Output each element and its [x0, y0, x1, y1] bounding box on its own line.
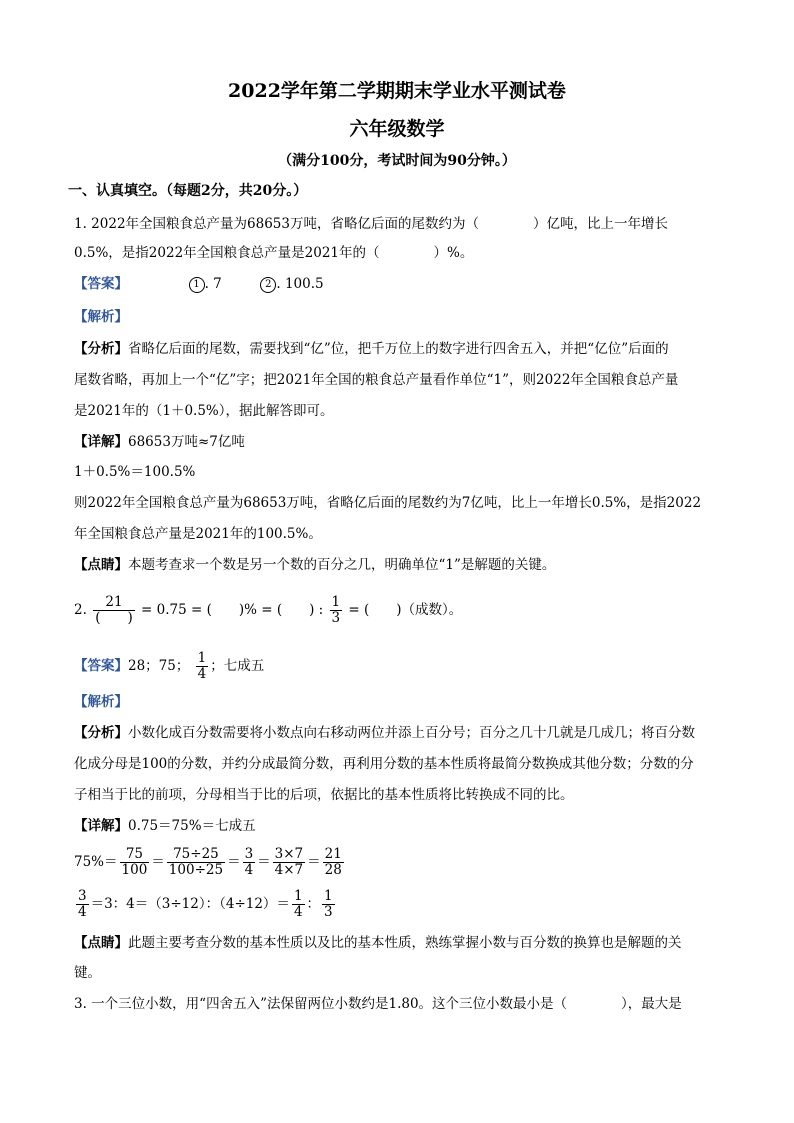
fraction [322, 889, 335, 920]
fraction-numerator: 1 [293, 888, 303, 904]
dianjing-label: 【点睛】 [74, 557, 128, 573]
page-title: 2022学年第二学期期末学业水平测试卷 [228, 80, 566, 102]
dianjing-label: 【点睛】 [74, 935, 128, 951]
dianjing-text: 本题考查求一个数是另一个数的百分之几，明确单位“1”是解题的关键。 [128, 557, 556, 573]
fraction-denominator: 100÷25 [168, 862, 224, 878]
circled-number-2: 2 [260, 277, 276, 293]
answer-text: 28；75； [128, 658, 190, 674]
fraction-numerator: 1 [197, 650, 207, 666]
question-1-answer [74, 275, 324, 293]
q1-fenxi-line-2: 尾数省略，再加上一个“亿”字；把2021年全国的粮食总产量看作单位“1”，则2022年全国粮食总产量 [74, 372, 679, 388]
fraction-numerator: 75 [120, 847, 150, 863]
fraction-numerator: 3 [244, 846, 254, 862]
question-2 [74, 588, 462, 632]
dianjing-text: 此题主要考查分数的基本性质以及比的基本性质，熟练掌握小数与百分数的换算也是解题的关 [128, 935, 682, 951]
xiangjie-text: ＝3：4＝（3÷12）：（4÷12）＝ [90, 896, 290, 912]
fraction-numerator: 3 [78, 888, 87, 904]
xiangjie-text: 75%＝ [74, 854, 118, 870]
answer-1-value: . 7 [204, 276, 222, 292]
q1-xiangjie-line-4: 年全国粮食总产量是2021年的100.5%。 [74, 526, 322, 542]
fraction-denominator: 4 [293, 904, 303, 920]
equals-sign: ＝ [227, 854, 241, 870]
analysis-label: 【解析】 [74, 694, 128, 710]
question-3-line-1: 3. 一个三位小数，用“四舍五入”法保留两位小数约是1.80。这个三位小数最小是（ ），最大是 [74, 996, 682, 1012]
q2-xiangjie-line-1 [74, 817, 256, 835]
fraction-denominator: 28 [324, 862, 342, 878]
fraction-numerator: 3×7 [274, 846, 304, 862]
fenxi-label: 【分析】 [74, 341, 128, 357]
q2-fenxi-line-1 [74, 724, 695, 742]
page-subtitle: 六年级数学 [349, 118, 445, 140]
question-1-line-2: 0.5%，是指2022年全国粮食总产量是2021年的（ ）%。 [74, 245, 474, 261]
circled-number-1: 1 [189, 277, 205, 293]
q2-fenxi-line-2: 化成分母是100的分数，并约分成最简分数，再利用分数的基本性质将最简分数换成其他分数；分数的分 [74, 756, 694, 772]
fraction-one-third [330, 595, 343, 626]
fraction-denominator: 4×7 [274, 862, 304, 878]
section-heading: 一、认真填空。（每题2分，共20分。） [68, 183, 308, 199]
equals-sign: ＝ [307, 854, 321, 870]
fraction-denominator: 4 [78, 904, 87, 920]
q2-dianjing-line-1 [74, 934, 682, 952]
fraction-denominator: 3 [324, 904, 333, 920]
q1-fenxi-line-3: 是2021年的（1＋0.5%），据此解答即可。 [74, 403, 334, 419]
q1-fenxi-line-1 [74, 340, 669, 358]
fraction-numerator: 1 [324, 888, 333, 904]
q2-fenxi-line-3: 子相当于比的前项，分母相当于比的后项，依据比的基本性质将比转换成不同的比。 [74, 787, 574, 803]
fraction [120, 847, 150, 878]
fraction [167, 847, 225, 878]
fraction-21-blank [93, 595, 135, 626]
fraction-denominator: ( ) [95, 610, 133, 626]
q1-xiangjie-line-2: 1＋0.5%＝100.5% [74, 464, 196, 480]
fraction-denominator: 4 [197, 666, 207, 682]
fraction-numerator: 1 [331, 594, 341, 610]
q1-dianjing [74, 556, 555, 574]
equals-sign: ＝ [257, 854, 271, 870]
fraction [76, 889, 89, 920]
q2-xiangjie-line-3 [74, 882, 337, 926]
fraction [323, 847, 344, 878]
fraction-numerator: 21 [93, 595, 135, 611]
q1-xiangjie-line-1 [74, 433, 245, 451]
q1-xiangjie-line-3: 则2022年全国粮食总产量为68653万吨，省略亿后面的尾数约为7亿吨，比上一年增长0.5%，是指2022 [74, 495, 702, 511]
exam-note: （满分100分，考试时间为90分钟。） [278, 153, 516, 169]
ratio-colon: ： [306, 896, 321, 912]
xiangjie-text: 0.75＝75%＝七成五 [128, 818, 256, 834]
fenxi-label: 【分析】 [74, 725, 128, 741]
xiangjie-label: 【详解】 [74, 818, 128, 834]
xiangjie-text: 68653万吨≈7亿吨 [128, 434, 245, 450]
question-2-equation: = 0.75 = ( )% = ( ) : [141, 602, 328, 618]
answer-label: 【答案】 [74, 658, 128, 674]
xiangjie-label: 【详解】 [74, 434, 128, 450]
answer-2-value: . 100.5 [276, 276, 324, 292]
fraction [243, 847, 256, 878]
fraction-denominator: 100 [121, 862, 148, 878]
fenxi-text: 小数化成百分数需要将小数点向右移动两位并添上百分号；百分之几十几就是几成几；将百分数 [128, 725, 695, 741]
fraction [273, 847, 306, 878]
fraction-denominator: 4 [244, 862, 254, 878]
question-2-answer [74, 644, 264, 688]
question-2-number: 2. [74, 602, 87, 618]
equals-sign: ＝ [151, 854, 165, 870]
q2-dianjing-line-2: 键。 [74, 965, 101, 981]
fraction-numerator: 21 [324, 846, 342, 862]
analysis-label: 【解析】 [74, 309, 128, 325]
answer-label: 【答案】 [74, 276, 128, 292]
fenxi-text: 省略亿后面的尾数，需要找到“亿”位，把千万位上的数字进行四舍五入，并把“亿位”后面的 [128, 341, 669, 357]
fraction-denominator: 3 [331, 610, 341, 626]
question-1-line-1: 1. 2022年全国粮食总产量为68653万吨，省略亿后面的尾数约为（ ）亿吨，比上一年增长 [74, 216, 668, 232]
answer-text: ；七成五 [210, 658, 265, 674]
answer-fraction [196, 651, 209, 682]
fraction [292, 889, 305, 920]
fraction-numerator: 75÷25 [167, 847, 225, 863]
q2-xiangjie-line-2 [74, 840, 346, 884]
question-2-equation-tail: = ( )（成数）。 [348, 602, 463, 618]
